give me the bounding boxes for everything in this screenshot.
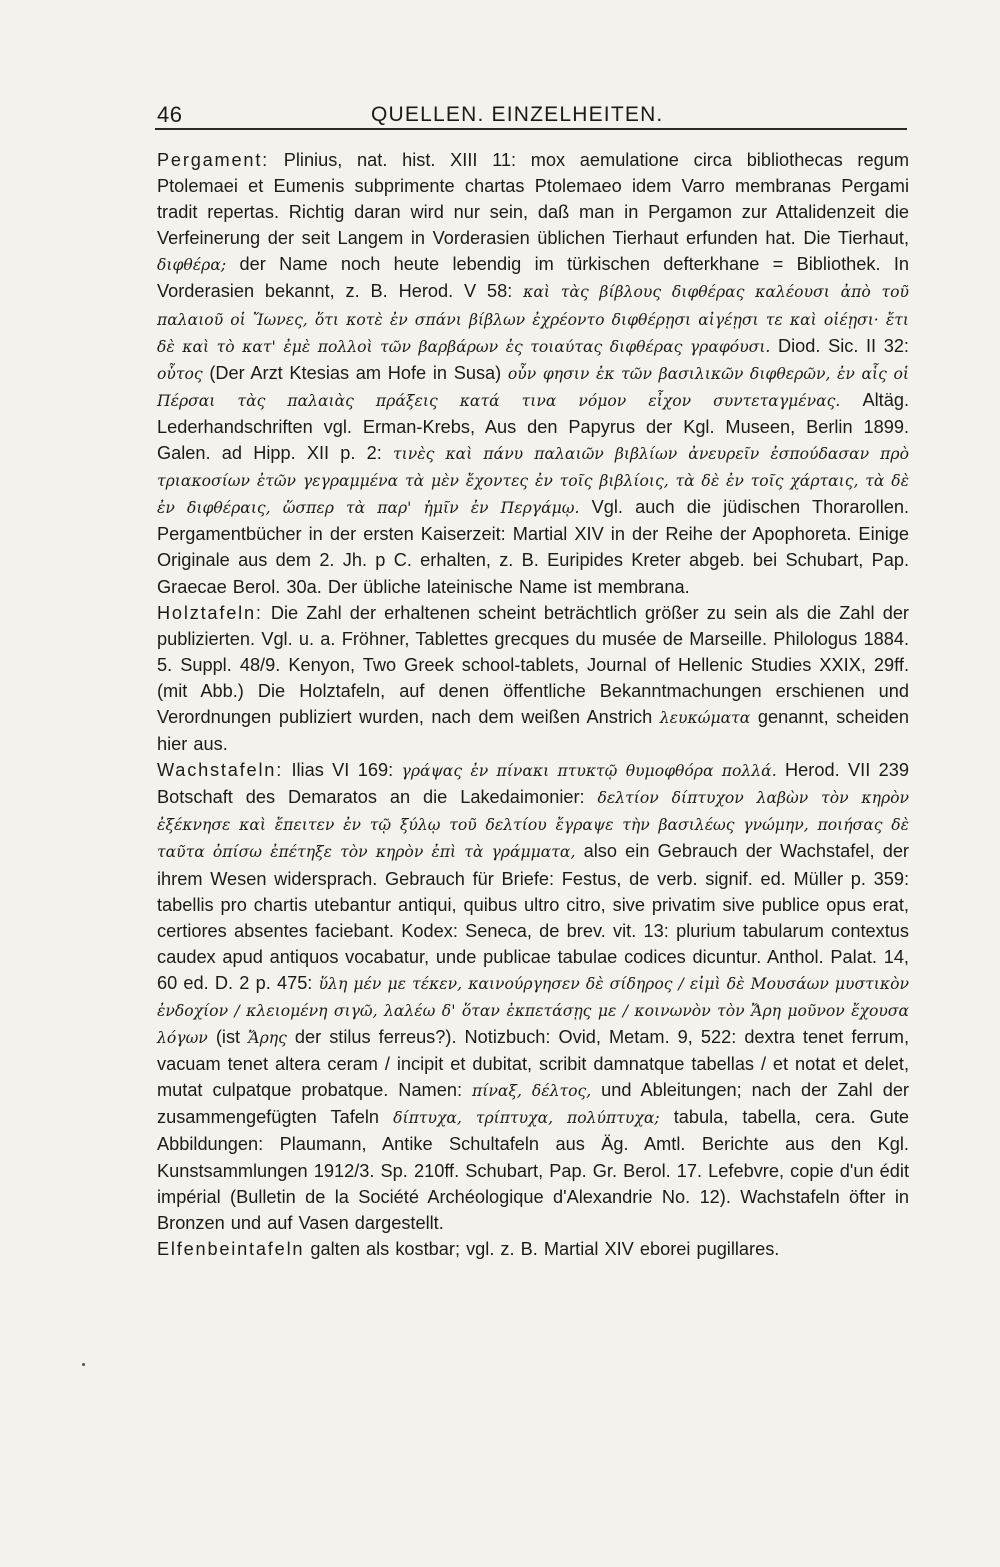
pergament-greek-1: διφθέρα; — [157, 256, 227, 275]
paragraph-wachstafeln — [157, 757, 909, 1236]
pergament-text-2: der Name noch heute lebendig im türkischen defterkhane = Bibliothek. In Vorderasien bekannt, z. B. Herod. V 58: — [157, 254, 909, 302]
running-title: QUELLEN. EINZELHEITEN. — [371, 103, 664, 126]
pergament-greek-3: οὗτος — [157, 364, 203, 383]
pergament-text-1: Plinius, nat. hist. XIII 11: mox aemulatione circa bibliothecas regum Ptolemaei et Eumenis subprimente chartas Ptolemaeo idem Varro membranas Pergami tradit repertas. Richtig daran wird nur sein, daß man in Pergamon zur Attalidenzeit die Verfeinerung der seit Langem in Vorderasien üblichen Tierhaut erfunden hat. Die Tierhaut, — [157, 150, 909, 249]
page-number: 46 — [157, 102, 183, 127]
pergament-text-3: Diod. Sic. II 32: — [778, 335, 909, 356]
holztafeln-greek-1: λευκώματα — [659, 708, 751, 727]
wachstafeln-greek-1: γράψας ἐν πίνακι πτυκτῷ θυμοφθόρα πολλά. — [401, 762, 777, 781]
holztafeln-text-2: genannt, scheiden hier aus. — [157, 706, 909, 755]
wachstafeln-greek-2: δελτίον δίπτυχον λαβὼν τὸν κηρὸν ἐξέκνησε καὶ ἔπειτεν ἐν τῷ ξύλῳ τοῦ δελτίου ἔγραψε τὴν βασιλέως γνώμην, ποιήσας δὲ ταῦτα ὀπίσω ἐπέτηξε τὸν κηρὸν ἐπὶ τὰ γράμματα, — [157, 789, 909, 862]
wachstafeln-text-4: (ist — [215, 1027, 241, 1048]
pergament-greek-2: καὶ τὰς βίβλους διφθέρας καλέουσι ἀπὸ τοῦ παλαιοῦ οἱ Ἴωνες, ὅτι κοτὲ ἐν σπάνι βίβλων ἐχρέοντο διφθέρῃσι αἰγέῃσι τε καὶ οἰέῃσι· ἔτι δὲ καὶ τὸ κατ' ἐμὲ πολλοὶ τῶν βαρβάρων ἐς τοιαύτας διφθέρας γραφόυσι. — [157, 283, 909, 356]
pergament-greek-4: οὖν φησιν ἐκ τῶν βασιλικῶν διφθερῶν, ἐν αἷς οἱ Πέρσαι τὰς παλαιὰς πράξεις κατά τινα νόμον εἶχον συντεταγμένας. — [157, 364, 909, 410]
running-header — [157, 98, 907, 132]
pergament-text-6: Vgl. auch die jüdischen Thorarollen. Pergamentbücher in der ersten Kaiserzeit: Martial XIV in der Reihe der Apophoreta. Einige Originale aus dem 2. Jh. p C. erhalten, z. B. Euripides Kreter abgeb. bei Schubart, Pap. Graecae Berol. 30a. Der übliche lateinische Name ist membrana. — [157, 497, 910, 597]
section-label-pergament: Pergament: — [157, 150, 270, 170]
wachstafeln-text-7: tabula, tabella, cera. Gute Abbildungen: Plaumann, Antike Schultafeln aus Äg. Amtl. Berichte aus den Kgl. Kunstsammlungen 1912/3. Sp. 210ff. Schubart, Pap. Gr. Berol. 17. Lefebvre, copie d'un édit impérial (Bulletin de la Société Archéologique d'Alexandrie No. 12). Wachstafeln öfter in Bronzen und auf Vasen dargestellt. — [157, 1107, 910, 1233]
margin-speck — [82, 1363, 85, 1366]
wachstafeln-text-2: Herod. VII 239 Botschaft des Demaratos an die Lakedaimonier: — [157, 760, 909, 808]
section-label-wachstafeln: Wachstafeln: — [157, 760, 284, 781]
body-text — [157, 147, 909, 1262]
section-label-elfenbein: Elfenbeintafeln — [157, 1238, 305, 1259]
wachstafeln-greek-4: Ἄρης — [248, 1029, 287, 1048]
pergament-text-4: (Der Arzt Ktesias am Hofe in Susa) — [209, 362, 502, 383]
paragraph-elfenbein — [157, 1236, 909, 1262]
header-rule — [155, 128, 907, 130]
wachstafeln-greek-3: ὕλη μέν με τέκεν, καινούργησεν δὲ σίδηρος / εἰμὶ δὲ Μουσάων μυστικὸν ἐνδοχίον / κλειομένη σιγῶ, λαλέω δ' ὅταν ἐκπετάσῃς με / κοινωνὸν τὸν Ἄρη μοῦνον ἔχουσα λόγων — [157, 974, 909, 1048]
holztafeln-text-1: Die Zahl der erhaltenen scheint beträchtlich größer zu sein als die Zahl der publizierten. Vgl. u. a. Fröhner, Tablettes grecques du musée de Marseille. Philologus 1884. 5. Suppl. 48/9. Kenyon, Two Greek school-tablets, Journal of Hellenic Studies XXIX, 29ff. (mit Abb.) Die Holztafeln, auf denen öffentliche Bekanntmachungen erschienen und Verordnungen publiziert wurden, nach dem weißen Anstrich — [157, 602, 909, 727]
wachstafeln-text-5: der stilus ferreus?). Notizbuch: Ovid, Metam. 9, 522: dextra tenet ferrum, vacuam tenet altera ceram / incipit et dubitat, scribit damnatque tabellas / et notat et delet, mutat culpatque probatque. Namen: — [157, 1027, 909, 1101]
paragraph-holztafeln — [157, 600, 909, 758]
wachstafeln-greek-6: δίπτυχα, τρίπτυχα, πολύπτυχα; — [393, 1109, 660, 1128]
wachstafeln-text-6: und Ableitungen; nach der Zahl der zusammengefügten Tafeln — [157, 1080, 909, 1128]
pergament-greek-5: τινὲς καὶ πάνυ παλαιῶν βιβλίων ἀνευρεῖν ἐσπούδασαν πρὸ τριακοσίων ἐτῶν γεγραμμένα τὰ μὲν ἔχοντες ἐν τοῖς βιβλίοις, τὰ δὲ ἐν τοῖς χάρταις, τὰ δὲ ἐν διφθέραις, ὥσπερ τὰ παρ' ἡμῖν ἐν Περγάμῳ. — [157, 445, 909, 518]
pergament-text-5: Altäg. Lederhandschriften vgl. Erman-Krebs, Aus den Papyrus der Kgl. Museen, Berlin 1899. Galen. ad Hipp. XII p. 2: — [157, 389, 909, 464]
wachstafeln-text-3: also ein Gebrauch der Wachstafel, der ihrem Wesen widersprach. Gebrauch für Briefe: Festus, de verb. signif. ed. Müller p. 359: tabellis pro chartis utebantur antiqui, quibus ultro citro, sive privatim sive publice opus erat, certiores absentes faciebant. Kodex: Seneca, de brev. vit. 13: plurium tabularum contextus caudex apud antiquos vocabatur, unde publicae tabulae codices dicuntur. Anthol. Palat. 14, 60 ed. D. 2 p. 475: — [157, 841, 909, 993]
wachstafeln-greek-5: πίναξ, δέλτος, — [472, 1082, 592, 1101]
wachstafeln-text-1: Ilias VI 169: — [291, 760, 394, 781]
elfenbein-text-1: galten als kostbar; vgl. z. B. Martial XIV eborei pugillares. — [310, 1238, 780, 1259]
paragraph-pergament — [157, 147, 909, 600]
section-label-holztafeln: Holztafeln: — [157, 602, 263, 623]
